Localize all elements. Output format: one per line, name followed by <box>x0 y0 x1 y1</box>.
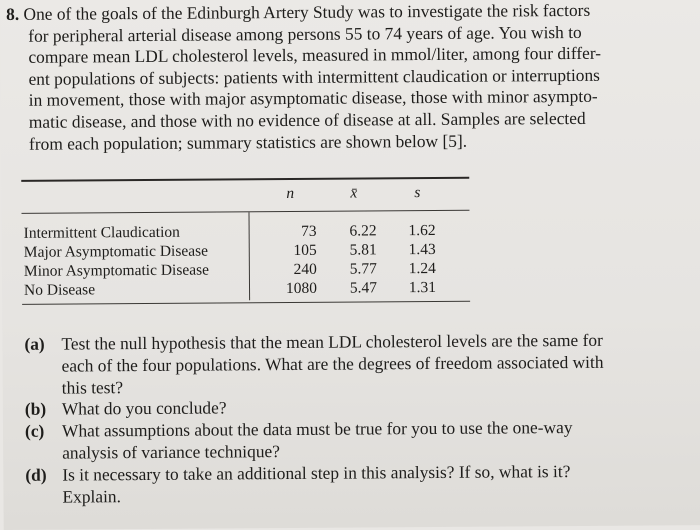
cell-n: 73 <box>301 222 317 240</box>
cell-mean: 6.22 <box>349 222 377 240</box>
question-label: (b) <box>24 399 47 420</box>
cell-mean: 5.47 <box>349 279 378 297</box>
question-line: What assumptions about the data must be true for you to use the one-way <box>61 417 573 441</box>
table-top-rule <box>21 177 469 182</box>
question-a <box>24 329 674 399</box>
cell-n: 105 <box>293 241 317 259</box>
cell-sd: 1.24 <box>408 259 436 278</box>
summary-statistics-table <box>21 177 469 299</box>
question-line: this test? <box>61 376 124 398</box>
question-line: Test the null hypothesis that the mean LDL cholesterol levels are the same for <box>61 329 603 354</box>
table-row <box>22 279 470 300</box>
cell-n: 240 <box>293 260 317 278</box>
question-line: analysis of variance technique? <box>62 441 280 463</box>
row-label: No Disease <box>23 281 96 299</box>
problem-line-7: from each population; summary statistics are shown below [5]. <box>28 130 468 154</box>
header-mean: x̄ <box>350 184 358 202</box>
question-d <box>25 460 675 508</box>
problem-line-3: compare mean LDL cholesterol levels, measured in mmol/liter, among four differ- <box>28 42 602 67</box>
problem-line-4: ent populations of subjects: patients with intermittent claudication or interruptions <box>28 64 600 89</box>
cell-sd: 1.43 <box>408 240 436 259</box>
question-label: (a) <box>24 333 45 354</box>
table-bottom-rule <box>22 301 470 305</box>
row-label: Major Asymptomatic Disease <box>23 242 209 261</box>
problem-number: 8. <box>6 3 20 24</box>
problem-line-1: 8. One of the goals of the Edinburgh Artery Study was to investigate the risk factors <box>6 0 591 24</box>
cell-sd: 1.31 <box>408 278 437 297</box>
header-sd: s <box>414 184 421 202</box>
problem-line-6: matic disease, and those with no evidence of disease at all. Samples are selected <box>28 107 586 132</box>
cell-mean: 5.81 <box>349 241 377 259</box>
table-row <box>22 222 470 243</box>
row-label: Intermittent Claudication <box>23 223 180 242</box>
problem-line-2: for peripheral arterial disease among persons 55 to 74 years of age. You wish to <box>28 21 582 46</box>
problem-statement <box>6 0 657 155</box>
table-row <box>22 260 470 281</box>
row-label: Minor Asymptomatic Disease <box>23 261 210 280</box>
problem-line-5: in movement, those with major asymptomatic disease, those with minor asympto- <box>28 86 598 111</box>
question-list <box>24 329 675 508</box>
question-line: Explain. <box>62 485 121 507</box>
question-label: (d) <box>25 464 47 485</box>
question-c <box>25 416 675 464</box>
table-row <box>22 241 470 262</box>
cell-n: 1080 <box>285 279 318 298</box>
question-line: Is it necessary to take an additional step in this analysis? If so, what is it? <box>62 460 571 485</box>
question-line: What do you conclude? <box>61 397 227 419</box>
cell-sd: 1.62 <box>408 221 436 240</box>
cell-mean: 5.77 <box>349 260 377 278</box>
header-n: n <box>286 184 295 203</box>
question-label: (c) <box>24 420 45 442</box>
table-header-rule <box>21 210 469 214</box>
question-line: each of the four populations. What are the degrees of freedom associated with <box>61 351 604 376</box>
